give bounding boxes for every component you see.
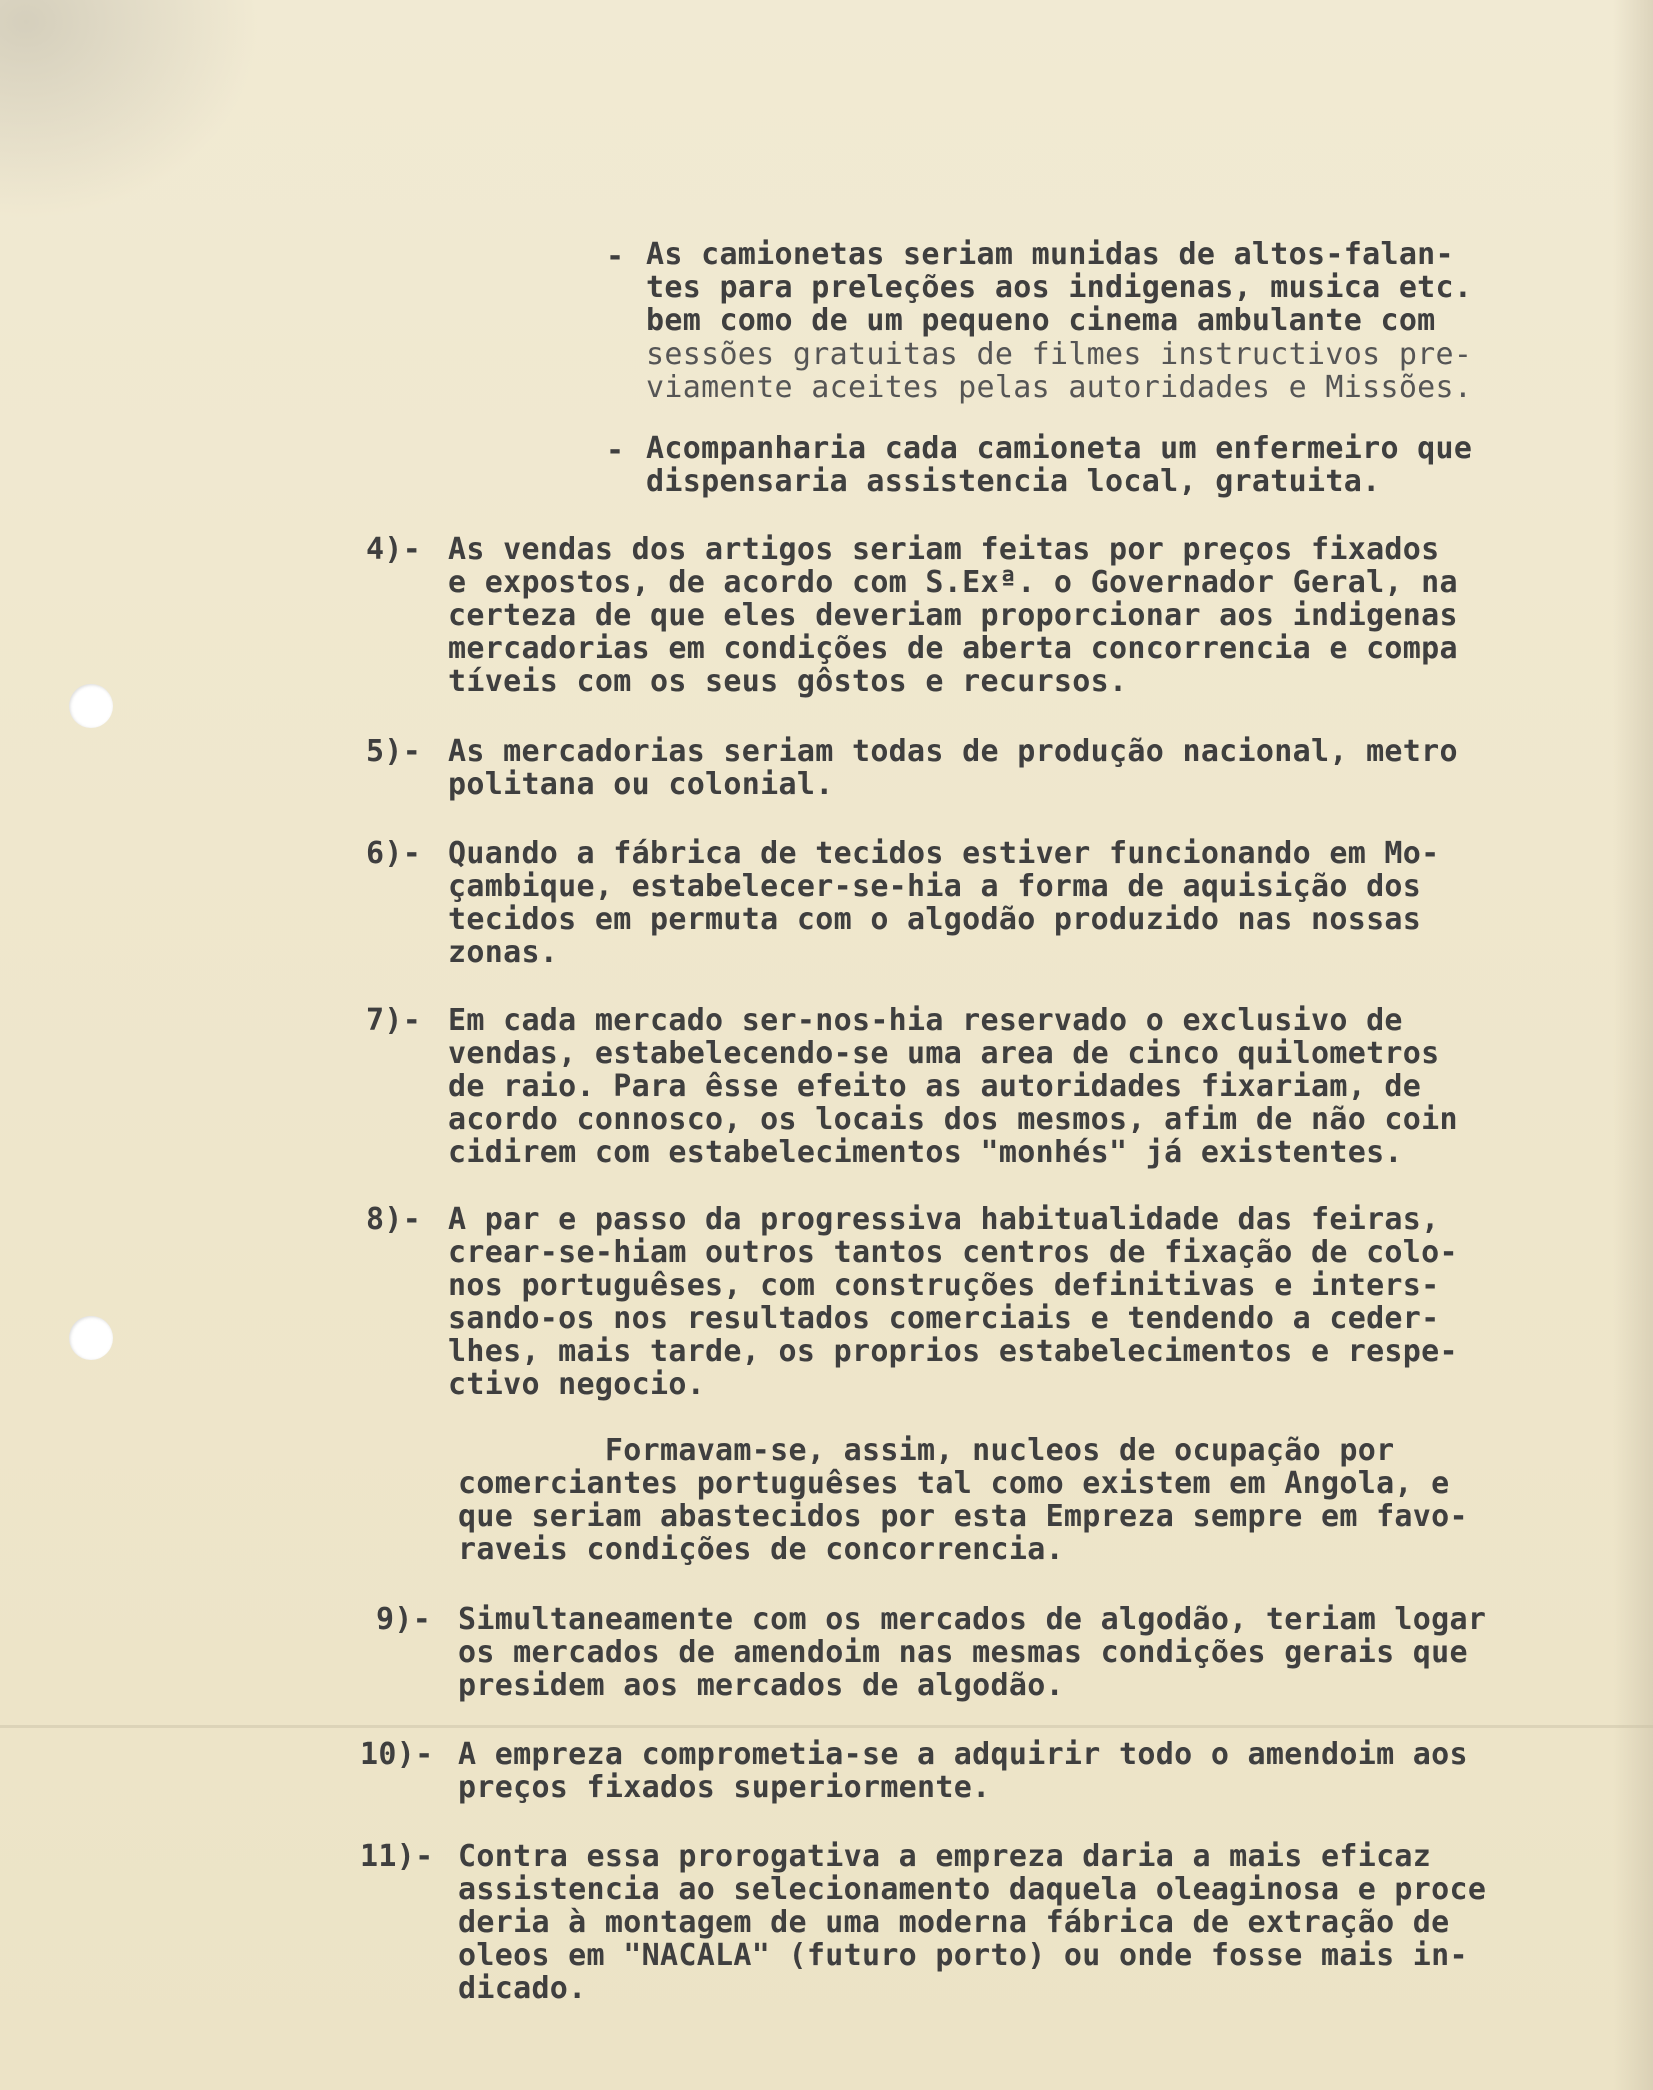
text-line: oleos em "NACALA" (futuro porto) ou onde fosse mais in-: [458, 1938, 1468, 1973]
item-number: 6)-: [366, 836, 422, 871]
text-line: A par e passo da progressiva habitualidade das feiras,: [448, 1202, 1440, 1237]
text-line: certeza de que eles deveriam proporcionar aos indigenas: [448, 598, 1458, 633]
text-line: zonas.: [448, 935, 559, 970]
punch-hole-lower: [69, 1316, 113, 1360]
text-line: vendas, estabelecendo-se uma area de cinco quilometros: [448, 1036, 1440, 1071]
text-line: çambique, estabelecer-se-hia a forma de aquisição dos: [448, 869, 1422, 904]
text-line: tes para preleções aos indigenas, musica etc.: [646, 270, 1473, 305]
text-line: Simultaneamente com os mercados de algodão, teriam logar: [458, 1602, 1487, 1637]
item-number: 11)-: [360, 1839, 434, 1874]
item-number: 10)-: [360, 1737, 434, 1772]
text-line: tecidos em permuta com o algodão produzido nas nossas: [448, 902, 1422, 937]
text-line: Em cada mercado ser-nos-hia reservado o exclusivo de: [448, 1003, 1403, 1038]
text-line: sando-os nos resultados comerciais e tendendo a ceder-: [448, 1301, 1440, 1336]
text-line: dispensaria assistencia local, gratuita.: [646, 464, 1381, 499]
text-line: de raio. Para êsse efeito as autoridades fixariam, de: [448, 1069, 1422, 1104]
text-line: sessões gratuitas de filmes instructivos pre-: [646, 337, 1473, 372]
text-line: bem como de um pequeno cinema ambulante com: [646, 303, 1436, 338]
text-line: e expostos, de acordo com S.Exª. o Governador Geral, na: [448, 565, 1458, 600]
text-line: As mercadorias seriam todas de produção nacional, metro: [448, 734, 1458, 769]
text-line: Quando a fábrica de tecidos estiver funcionando em Mo-: [448, 836, 1440, 871]
item-number: 4)-: [366, 532, 422, 567]
text-line: lhes, mais tarde, os proprios estabelecimentos e respe-: [448, 1334, 1458, 1369]
text-line: Acompanharia cada camioneta um enfermeiro que: [646, 431, 1473, 466]
text-line: os mercados de amendoim nas mesmas condições gerais que: [458, 1635, 1468, 1670]
item-number: 5)-: [366, 734, 422, 769]
bullet-marker: -: [606, 239, 625, 274]
text-line: politana ou colonial.: [448, 767, 834, 802]
item-number: 8)-: [366, 1202, 422, 1237]
text-line: crear-se-hiam outros tantos centros de fixação de colo-: [448, 1235, 1458, 1270]
text-line: preços fixados superiormente.: [458, 1770, 991, 1805]
text-line: viamente aceites pelas autoridades e Missões.: [646, 370, 1473, 405]
item-number: 7)-: [366, 1003, 422, 1038]
text-line: deria à montagem de uma moderna fábrica de extração de: [458, 1905, 1450, 1940]
text-line: dicado.: [458, 1971, 587, 2006]
text-line: As vendas dos artigos seriam feitas por preços fixados: [448, 532, 1440, 567]
text-line: acordo connosco, os locais dos mesmos, afim de não coin: [448, 1102, 1458, 1137]
text-line: presidem aos mercados de algodão.: [458, 1668, 1064, 1703]
text-line: Contra essa prorogativa a empreza daria a mais eficaz: [458, 1839, 1432, 1874]
text-line: comerciantes portuguêses tal como existem em Angola, e: [458, 1466, 1450, 1501]
text-line: raveis condições de concorrencia.: [458, 1532, 1064, 1567]
text-line: cidirem com estabelecimentos "monhés" já existentes.: [448, 1135, 1403, 1170]
bullet-marker: -: [606, 433, 625, 468]
item-number: 9)-: [376, 1602, 432, 1637]
text-line: mercadorias em condições de aberta concorrencia e compa: [448, 631, 1458, 666]
text-line: nos portuguêses, com construções definitivas e inters-: [448, 1268, 1440, 1303]
text-line: que seriam abastecidos por esta Empreza sempre em favo-: [458, 1499, 1468, 1534]
punch-hole-upper: [69, 684, 113, 728]
text-line: ctivo negocio.: [448, 1367, 706, 1402]
text-line: A empreza comprometia-se a adquirir todo o amendoim aos: [458, 1737, 1468, 1772]
text-line: Formavam-se, assim, nucleos de ocupação por: [458, 1433, 1395, 1468]
paper-fold: [0, 1725, 1653, 1728]
text-line: tíveis com os seus gôstos e recursos.: [448, 664, 1128, 699]
paper-edge-shadow: [1613, 0, 1653, 2090]
text-line: assistencia ao selecionamento daquela oleaginosa e proce: [458, 1872, 1487, 1907]
text-line: As camionetas seriam munidas de altos-falan-: [646, 237, 1454, 272]
